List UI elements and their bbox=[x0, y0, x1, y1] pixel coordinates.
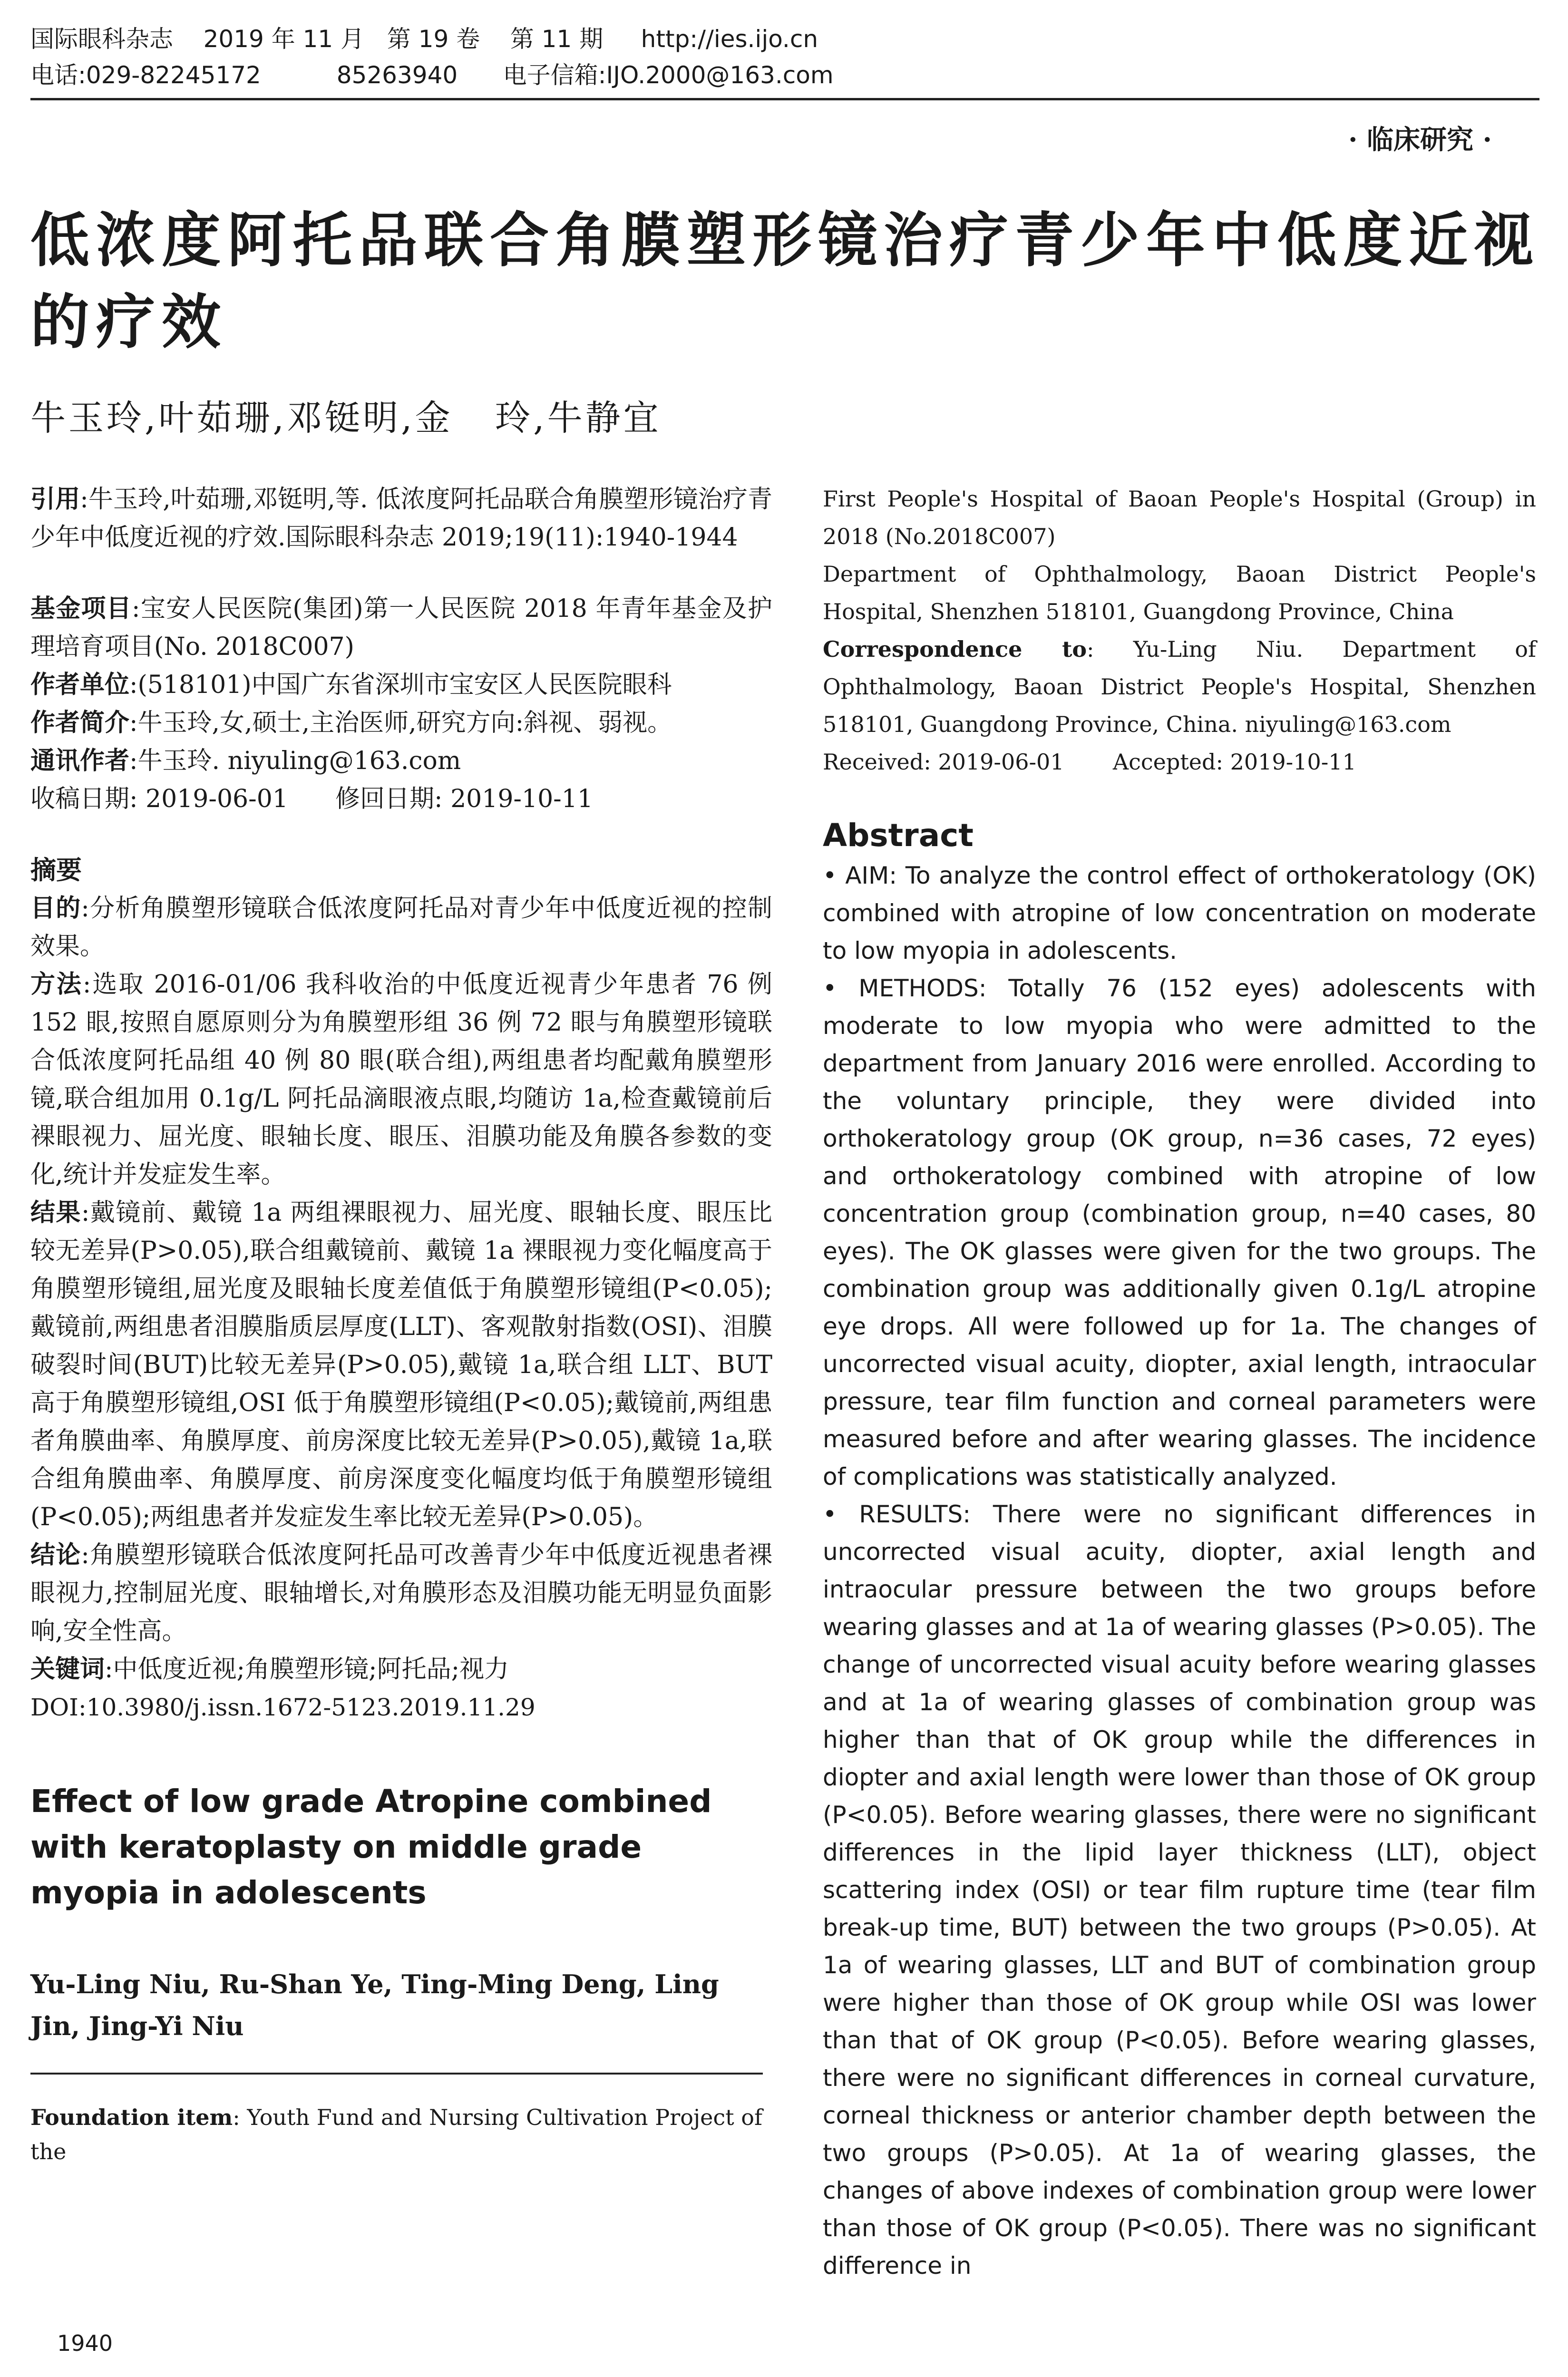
author-bio: 作者简介:牛玉玲,女,硕士,主治医师,研究方向:斜视、弱视。 bbox=[30, 709, 672, 737]
abstract-methods: • METHODS: Totally 76 (152 eyes) adolescents with moderate to low myopia who were admitted to the department from January 2016 were enrolled. According to the voluntary principle, they were divided into orthokeratology group (OK group, n=36 cases, 72 eyes) and orthokeratology combined with atropine of low concentration group (combination group, n=40 cases, 80 eyes). The OK glasses were given for the two groups. The combination group was additionally given 0.1g/L atropine eye drops. All were followed up for 1a. The changes of uncorrected visual acuity, diopter, axial length, intraocular pressure, tear film function and corneal parameters were measured before and after wearing glasses. The incidence of complications was statistically analyzed. bbox=[823, 974, 1536, 1490]
journal-header-line2: 电话:029-82245172 85263940 电子信箱:IJO.2000@163.com bbox=[30, 61, 834, 89]
section-tag: · 临床研究 · bbox=[1348, 124, 1492, 156]
abstract-results-cn: 结果:戴镜前、戴镜 1a 两组裸眼视力、屈光度、眼轴长度、眼压比较无差异(P>0.05),联合组戴镜前、戴镜 1a 裸眼视力变化幅度高于角膜塑形镜组,屈光度及眼轴长度差值低于角膜塑形镜组(P<0.05);戴镜前,两组患者泪膜脂质层厚度(LLT)、客观散射指数(OSI)、泪膜破裂时间(BUT)比较无差异(P>0.05),戴镜 1a,联合组 LLT、BUT 高于角膜塑形镜组,OSI 低于角膜塑形镜组(P<0.05);戴镜前,两组患者角膜曲率、角膜厚度、前房深度比较无差异(P>0.05),戴镜 1a,联合组角膜曲率、角膜厚度、前房深度变化幅度均低于角膜塑形镜组(P<0.05);两组患者并发症发生率比较无差异(P>0.05)。 bbox=[30, 1198, 772, 1531]
right-column bbox=[823, 480, 1536, 2285]
journal-header-line1: 国际眼科杂志 2019 年 11 月 第 19 卷 第 11 期 http://ies.ijo.cn bbox=[30, 25, 818, 53]
header-divider bbox=[30, 98, 1539, 100]
article-title: 低浓度阿托品联合角膜塑形镜治疗青少年中低度近视的疗效 bbox=[30, 206, 1540, 357]
fund-info: 基金项目:宝安人民医院(集团)第一人民医院 2018 年青年基金及护理培育项目(No. 2018C007) bbox=[30, 594, 772, 661]
abstract-heading: Abstract bbox=[823, 817, 974, 854]
page-number: 1940 bbox=[57, 2330, 113, 2356]
abstract-conclusion-cn: 结论:角膜塑形镜联合低浓度阿托品可改善青少年中低度近视患者裸眼视力,控制屈光度、眼轴增长,对角膜形态及泪膜功能无明显负面影响,安全性高。 bbox=[30, 1541, 772, 1646]
abstract-methods-cn: 方法:选取 2016-01/06 我科收治的中低度近视青少年患者 76 例 152 眼,按照自愿原则分为角膜塑形组 36 例 72 眼与角膜塑形镜联合低浓度阿托品组 40 例 80 眼(联合组),两组患者均配戴角膜塑形镜,联合组加用 0.1g/L 阿托品滴眼液点眼,均随访 1a,检查戴镜前后裸眼视力、屈光度、眼轴长度、眼压、泪膜功能及角膜各参数的变化,统计并发症发生率。 bbox=[30, 970, 772, 1189]
abstract-aim: • AIM: To analyze the control effect of orthokeratology (OK) combined with atropine of low concentration on moderate to low myopia in adolescents. bbox=[823, 862, 1536, 964]
doi: DOI:10.3980/j.issn.1672-5123.2019.11.29 bbox=[30, 1694, 536, 1721]
foundation-item: Foundation item: Youth Fund and Nursing Cultivation Project of the bbox=[30, 2104, 762, 2164]
authors-chinese: 牛玉玲,叶茹珊,邓铤明,金 玲,牛静宜 bbox=[30, 398, 662, 438]
left-column bbox=[30, 480, 772, 2169]
received-accepted-dates: Received: 2019-06-01 Accepted: 2019-10-11 bbox=[823, 749, 1356, 775]
abstract-results: • RESULTS: There were no significant differences in uncorrected visual acuity, diopter, axial length and intraocular pressure between the two groups before wearing glasses and at 1a of wearing glasses (P>0.05). The change of uncorrected visual acuity before wearing glasses and at 1a of wearing glasses of combination group was higher than that of OK group while the differences in diopter and axial length were lower than those of OK group (P<0.05). Before wearing glasses, there were no significant differences in the lipid layer thickness (LLT), object scattering index (OSI) or tear film rupture time (tear film break-up time, BUT) between the two groups (P>0.05). At 1a of wearing glasses, LLT and BUT of combination group were higher than those of OK group while OSI was lower than that of OK group (P<0.05). Before wearing glasses, there were no significant differences in corneal curvature, corneal thickness or anterior chamber depth between the two groups (P>0.05). At 1a of wearing glasses, the changes of above indexes of combination group were lower than those of OK group (P<0.05). There was no significant difference in bbox=[823, 1500, 1536, 2280]
received-dates: 收稿日期: 2019-06-01 修回日期: 2019-10-11 bbox=[30, 785, 593, 813]
abstract-aim-cn: 目的:分析角膜塑形镜联合低浓度阿托品对青少年中低度近视的控制效果。 bbox=[30, 894, 772, 961]
department: Department of Ophthalmology, Baoan District People's Hospital, Shenzhen 518101, Guangdong Province, China bbox=[823, 561, 1536, 624]
keywords: 关键词:中低度近视;角膜塑形镜;阿托品;视力 bbox=[30, 1655, 509, 1684]
citation: 引用:牛玉玲,叶茹珊,邓铤明,等. 低浓度阿托品联合角膜塑形镜治疗青少年中低度近视的疗效.国际眼科杂志 2019;19(11):1940-1944 bbox=[30, 485, 772, 552]
foundation-continued: First People's Hospital of Baoan People's Hospital (Group) in 2018 (No.2018C007) bbox=[823, 486, 1536, 549]
english-title: Effect of low grade Atropine combined with keratoplasty on middle grade myopia in adolescents bbox=[30, 1783, 712, 1911]
abstract-heading-cn: 摘要 bbox=[30, 855, 82, 885]
corresponding-author: 通讯作者:牛玉玲. niyuling@163.com bbox=[30, 747, 461, 775]
english-authors: Yu-Ling Niu, Ru-Shan Ye, Ting-Ming Deng, Ling Jin, Jing-Yi Niu bbox=[30, 1969, 719, 2041]
correspondence: Correspondence to: Yu-Ling Niu. Department of Ophthalmology, Baoan District People's Hospital, Shenzhen 518101, Guangdong Province, China. niyuling@163.com bbox=[823, 636, 1537, 737]
foundation-divider bbox=[30, 2073, 763, 2075]
author-unit: 作者单位:(518101)中国广东省深圳市宝安区人民医院眼科 bbox=[30, 671, 672, 699]
